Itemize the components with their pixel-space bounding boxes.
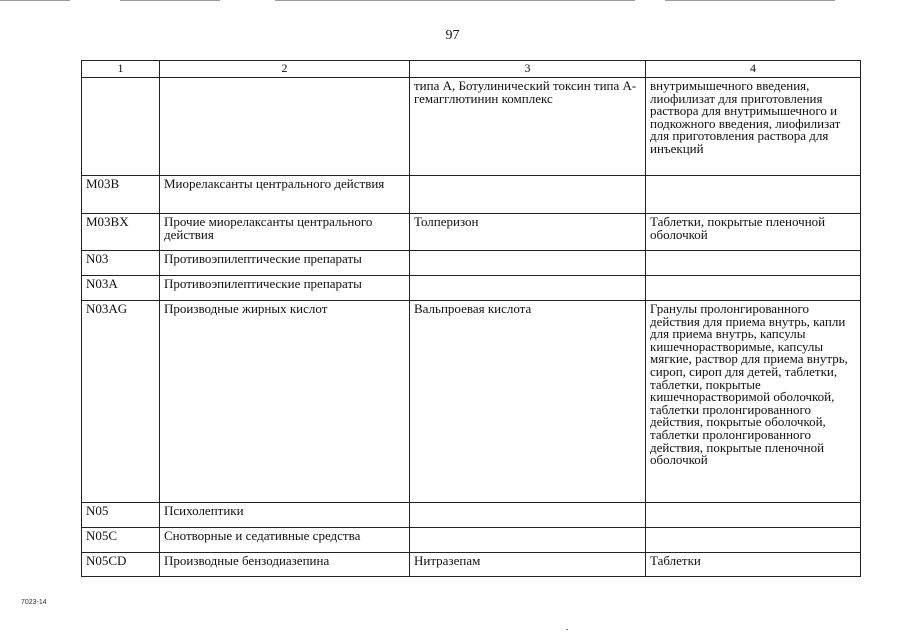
drug-name-cell: Толперизон — [410, 214, 646, 251]
scan-edge-line — [120, 0, 220, 1]
table-row — [82, 528, 861, 553]
atc-code-cell: N05CD — [82, 553, 160, 577]
atc-group-cell: Производные бензодиазепина — [160, 553, 410, 577]
dosage-form-cell — [646, 176, 861, 214]
dosage-form-cell — [646, 528, 861, 553]
table-row — [82, 301, 861, 503]
atc-group-cell: Прочие миорелаксанты центрального действия — [160, 214, 410, 251]
scan-edge-line — [275, 0, 635, 1]
drug-name-cell — [410, 276, 646, 301]
atc-group-cell: Психолептики — [160, 503, 410, 528]
atc-code-cell: N03A — [82, 276, 160, 301]
table-row — [82, 553, 861, 577]
atc-code-cell: M03B — [82, 176, 160, 214]
dosage-form-cell — [646, 503, 861, 528]
table-row — [82, 176, 861, 214]
dosage-form-cell: Гранулы пролонгированного действия для приема внутрь, капли для приема внутрь, капсулы кишечнорастворимые, капсулы мягкие, раствор для приема внутрь, сироп, сироп для детей, таблетки, таблетки, покрытые кишечнорастворимой оболочкой, таблетки пролонгированного действия, покрытые оболочкой, таблетки пролонгированного действия, покрытые пленочной оболочкой — [646, 301, 861, 503]
atc-group-cell: Снотворные и седативные средства — [160, 528, 410, 553]
dosage-form-cell — [646, 251, 861, 276]
column-header: 3 — [410, 61, 646, 78]
atc-group-cell: Противоэпилептические препараты — [160, 251, 410, 276]
table-row — [82, 78, 861, 176]
table-header-row — [82, 61, 861, 78]
drug-name-cell: Вальпроевая кислота — [410, 301, 646, 503]
document-footer-code: 7023-14 — [21, 599, 47, 606]
atc-code-cell — [82, 78, 160, 176]
table-row — [82, 251, 861, 276]
atc-code-cell: N05 — [82, 503, 160, 528]
drug-name-cell — [410, 251, 646, 276]
atc-code-cell: M03BX — [82, 214, 160, 251]
dosage-form-cell — [646, 276, 861, 301]
atc-group-cell: Производные жирных кислот — [160, 301, 410, 503]
dosage-form-cell: Таблетки — [646, 553, 861, 577]
drug-name-cell: типа A, Ботулинический токсин типа A-гемагглютинин комплекс — [410, 78, 646, 176]
atc-group-cell: Миорелаксанты центрального действия — [160, 176, 410, 214]
drug-name-cell — [410, 528, 646, 553]
drug-name-cell — [410, 176, 646, 214]
table-row — [82, 503, 861, 528]
drug-classification-table — [81, 60, 861, 577]
drug-name-cell: Нитразепам — [410, 553, 646, 577]
atc-code-cell: N05C — [82, 528, 160, 553]
table-row — [82, 276, 861, 301]
page-number: 97 — [445, 28, 460, 43]
dosage-form-cell: внутримышечного введения, лиофилизат для приготовления раствора для внутримышечного и подкожного введения, лиофилизат для приготовления раствора для инъекций — [646, 78, 861, 176]
scan-speck — [566, 629, 568, 630]
column-header: 4 — [646, 61, 861, 78]
column-header: 1 — [82, 61, 160, 78]
atc-group-cell: Противоэпилептические препараты — [160, 276, 410, 301]
scan-edge-line — [665, 0, 835, 1]
column-header: 2 — [160, 61, 410, 78]
table-row — [82, 214, 861, 251]
atc-group-cell — [160, 78, 410, 176]
atc-code-cell: N03 — [82, 251, 160, 276]
dosage-form-cell: Таблетки, покрытые пленочной оболочкой — [646, 214, 861, 251]
drug-name-cell — [410, 503, 646, 528]
scan-edge-line — [0, 0, 70, 1]
atc-code-cell: N03AG — [82, 301, 160, 503]
